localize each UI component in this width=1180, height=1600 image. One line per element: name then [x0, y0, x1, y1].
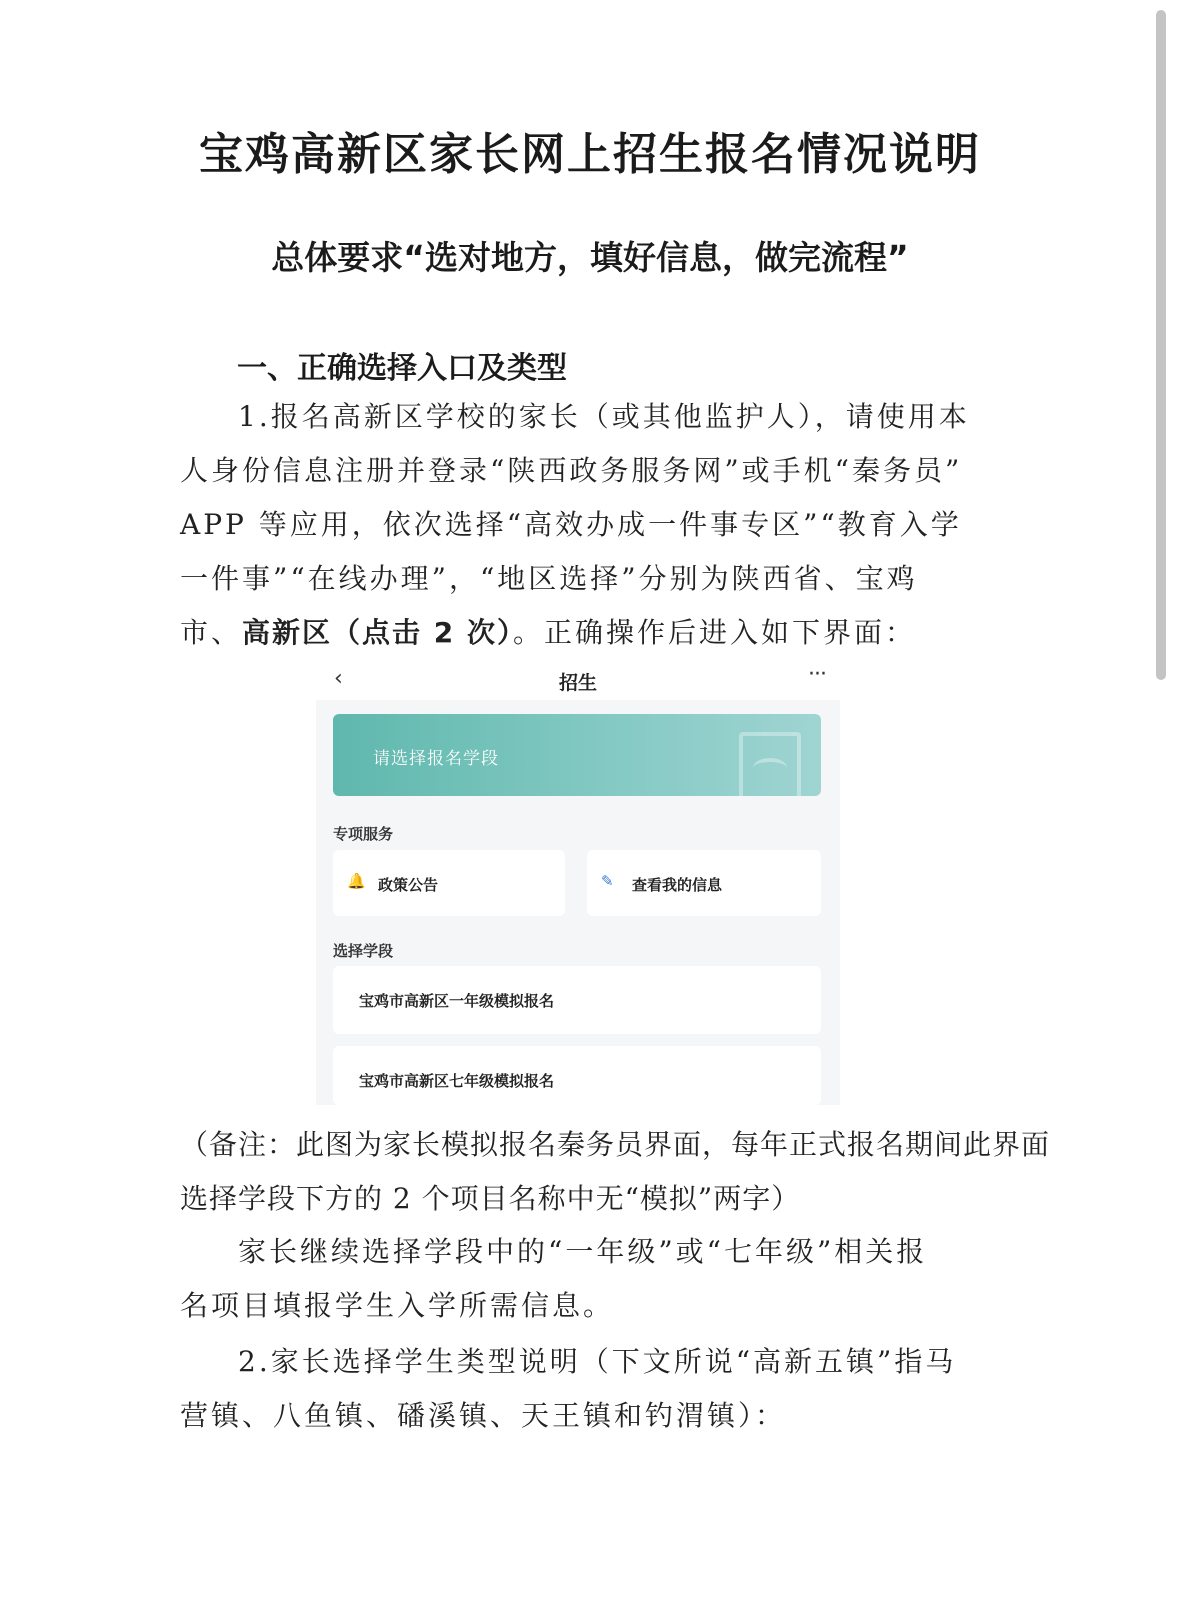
- text-line: 1.报名高新区学校的家长（或其他监护人），请使用本: [238, 400, 970, 433]
- text-segment: 市、: [180, 616, 243, 649]
- text-line: 家长继续选择学段中的“一年级”或“七年级”相关报: [238, 1235, 928, 1268]
- banner-text: 请选择报名学段: [373, 749, 499, 769]
- text-segment: 。正确操作后进入如下界面：: [513, 616, 917, 649]
- text-line: APP 等应用，依次选择“高效办成一件事专区”“教育入学: [180, 508, 962, 541]
- document-icon: [739, 732, 801, 796]
- stage-label: 宝鸡市高新区七年级模拟报名: [359, 1072, 555, 1090]
- paragraph-2: [180, 1225, 980, 1333]
- select-stage-banner[interactable]: [333, 714, 821, 796]
- bell-icon: 🔔: [347, 872, 366, 890]
- text-line: （备注：此图为家长模拟报名秦务员界面，每年正式报名期间此界面: [180, 1128, 1051, 1161]
- document-title: 宝鸡高新区家长网上招生报名情况说明: [199, 129, 981, 180]
- phone-title: 招生: [558, 672, 597, 694]
- phone-header: [316, 660, 840, 700]
- scrollbar-thumb[interactable]: [1156, 10, 1166, 680]
- stage-label: 宝鸡市高新区一年级模拟报名: [359, 992, 555, 1010]
- text-line: 人身份信息注册并登录“陕西政务服务网”或手机“秦务员”: [180, 454, 963, 487]
- paragraph-3: [180, 1335, 980, 1443]
- text-line: 营镇、八鱼镇、磻溪镇、天王镇和钓渭镇）：: [180, 1399, 787, 1432]
- note-paragraph: [180, 1118, 1051, 1226]
- view-my-info-button[interactable]: [587, 850, 821, 916]
- phone-body: [316, 700, 840, 1105]
- text-line: 2.家长选择学生类型说明（下文所说“高新五镇”指马: [238, 1345, 957, 1378]
- phone-screenshot: [316, 660, 840, 1105]
- policy-notice-button[interactable]: [333, 850, 565, 916]
- section-heading: 一、正确选择入口及类型: [237, 351, 567, 386]
- stage-item-grade7[interactable]: [333, 1046, 821, 1105]
- special-services-label: 专项服务: [333, 825, 394, 843]
- text-line: 一件事”“在线办理”，“地区选择”分别为陕西省、宝鸡: [180, 562, 918, 595]
- text-line: 选择学段下方的 2 个项目名称中无“模拟”两字）: [180, 1182, 801, 1215]
- document-subtitle: 总体要求“选对地方，填好信息，做完流程”: [271, 238, 909, 277]
- service-label: 查看我的信息: [632, 876, 723, 894]
- more-icon[interactable]: ···: [808, 662, 826, 687]
- edit-icon: ✎: [601, 872, 614, 890]
- service-label: 政策公告: [378, 876, 439, 894]
- paragraph-1: [180, 390, 980, 660]
- stage-item-grade1[interactable]: [333, 966, 821, 1034]
- select-stage-label: 选择学段: [333, 942, 394, 960]
- text-line: 名项目填报学生入学所需信息。: [180, 1289, 615, 1322]
- bold-text: 高新区（点击 2 次）: [242, 616, 513, 649]
- back-icon[interactable]: ‹: [334, 666, 343, 691]
- text-line: [180, 606, 980, 660]
